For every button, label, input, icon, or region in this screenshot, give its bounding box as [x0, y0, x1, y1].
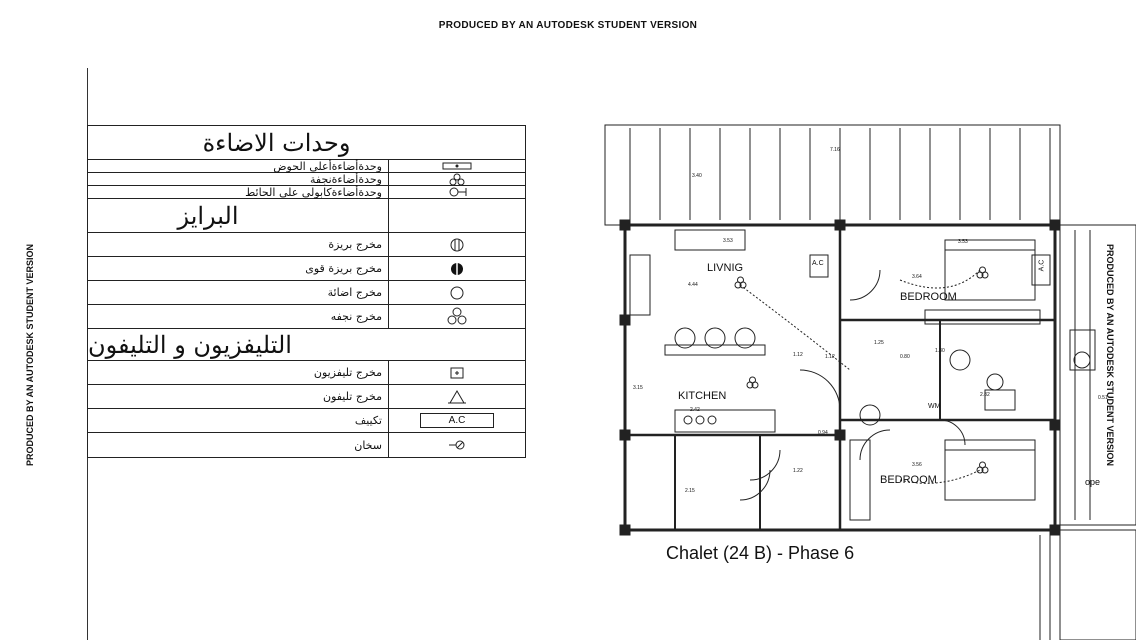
dimension-label: 2.42	[690, 407, 700, 413]
phone-outlet-icon	[446, 388, 468, 406]
legend-row	[88, 409, 525, 433]
dimension-label: 3.53	[723, 238, 733, 244]
legend-row	[88, 233, 525, 257]
dimension-label: 1.30	[935, 348, 945, 354]
dimension-label: 3.53	[958, 239, 968, 245]
legend-row	[88, 281, 525, 305]
legend-label: مخرج تليفون	[88, 385, 389, 408]
legend-row	[88, 173, 525, 186]
legend-label: مخرج تليفزيون	[88, 361, 389, 384]
heater-icon	[446, 438, 468, 452]
legend-row	[88, 257, 525, 281]
legend-tv-header	[88, 329, 525, 361]
open-label: ope	[1085, 477, 1101, 487]
legend-label: وحدةأضاءةكابولى على الحائط	[88, 186, 389, 198]
dimension-label: 1.25	[874, 340, 884, 346]
wall-bracket-light-icon	[445, 186, 469, 198]
chandelier-icon	[445, 173, 469, 186]
legend-label: مخرج بريزة	[88, 233, 389, 256]
legend-label: مخرج بريزة قوى	[88, 257, 389, 280]
room-label-bedroom-top: BEDROOM	[900, 291, 957, 303]
dimension-label: 2.15	[685, 488, 695, 494]
legend-lighting-header	[88, 126, 525, 160]
dimension-label: 2.82	[980, 392, 990, 398]
legend-row	[88, 385, 525, 409]
ac-label: A.C	[1038, 259, 1046, 272]
sockets-title: البرايز	[88, 199, 389, 232]
dimension-label: 0.80	[900, 354, 910, 360]
room-label-living: LIVNIG	[707, 262, 744, 274]
dimension-label: 3.64	[912, 274, 922, 280]
power-socket-icon	[447, 260, 467, 278]
legend-sockets-header	[88, 199, 525, 233]
watermark-top: PRODUCED BY AN AUTODESK STUDENT VERSION	[438, 20, 698, 31]
dimension-label: 1.12	[825, 354, 835, 360]
watermark-right: PRODUCED BY AN AUTODESK STUDENT VERSION	[1105, 243, 1115, 467]
dimension-label: 1.12	[793, 352, 803, 358]
legend-table	[87, 125, 526, 458]
legend-row	[88, 361, 525, 385]
ac-label: A.C	[812, 260, 824, 267]
legend-label: وحدةأضاءةأعلى الحوض	[88, 160, 389, 172]
dimension-label: 3.40	[692, 173, 702, 179]
room-label-kitchen: KITCHEN	[678, 390, 727, 402]
dimension-label: 1.22	[793, 468, 803, 474]
chandelier-outlet-icon	[444, 307, 470, 327]
legend-label: مخرج اضائة	[88, 281, 389, 304]
legend-label: مخرج نجفه	[88, 305, 389, 328]
ac-symbol: A.C	[420, 413, 494, 428]
legend-row	[88, 305, 525, 329]
basin-light-icon	[437, 161, 477, 171]
socket-icon	[447, 236, 467, 254]
legend-row	[88, 186, 525, 199]
legend-label: تكييف	[88, 409, 389, 432]
legend-label: وحدةأضاءةنجفة	[88, 173, 389, 185]
dimension-label: 4.44	[688, 282, 698, 288]
drawing-caption: Chalet (24 B) - Phase 6	[666, 543, 855, 563]
dimension-label: 0.94	[818, 430, 828, 436]
tv-title: التليفزيون و التليفون	[88, 330, 292, 359]
dimension-label: 3.15	[633, 385, 643, 391]
legend-row	[88, 160, 525, 173]
room-label-wm: WM	[928, 403, 941, 410]
light-outlet-icon	[447, 284, 467, 302]
lighting-title: وحدات الاضاءة	[202, 128, 351, 157]
dimension-label: 7.16	[830, 147, 840, 153]
legend-row	[88, 433, 525, 457]
dimension-label: 0.51	[1098, 395, 1108, 401]
dimension-label: 3.56	[912, 462, 922, 468]
room-label-bedroom-bottom: BEDROOM	[880, 474, 937, 486]
tv-outlet-icon	[447, 365, 467, 381]
legend-label: سخان	[88, 433, 389, 457]
watermark-left: PRODUCED BY AN AUTODESK STUDENT VERSION	[25, 243, 35, 467]
